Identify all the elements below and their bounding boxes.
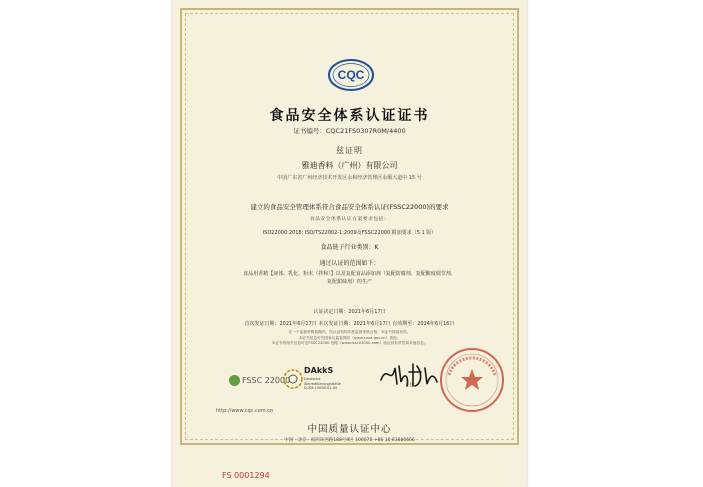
certificate-title: 食品安全体系认证证书 <box>269 108 430 124</box>
fssc-leaf-icon <box>229 375 240 386</box>
issuing-body-contact: 中国 · 北京 · 南四环西路188号9区 100070 +86 10 83886666 <box>284 438 415 443</box>
logo-text: CQC <box>337 68 365 82</box>
food-chain-category: 食品链子行业类别：K <box>320 244 379 251</box>
standards-list: ISO22000:2018; ISO/TS22002-1:2009及FSSC22000 附加要求（5.1 版） <box>262 230 437 236</box>
cqc-logo <box>327 58 375 92</box>
serial-number: FS 0001294 <box>222 471 270 480</box>
dakks-sub-line: Deutsche <box>304 377 321 381</box>
requirements-header: 食品安全体系认证方案要求包括： <box>309 217 390 222</box>
issuing-body-name: 中国质量认证中心 <box>307 424 392 435</box>
dakks-sub-line: D-ZM-19058-01-00 <box>304 386 338 390</box>
dakks-subtitle <box>304 377 364 391</box>
issue-dates: 首次发证日期：2021年6月17日 本次发证日期：2021年6月17日 有效期至：2024年6月16日 <box>244 321 455 327</box>
scope-line: 食品用香精【液体、乳化、粉末（拌和）】以及复配食品添加剂（复配防腐剂、复配酸度调节剂、 <box>243 271 456 277</box>
dakks-name: DAkkS <box>304 366 334 375</box>
scope-text <box>172 271 527 286</box>
dakks-sub-line: Akkreditierungsstelle <box>304 381 342 386</box>
certificate-sheet <box>172 0 527 487</box>
note-line: 本证书的相关信息可在FSSC22000 官网（www.fssc22000.com）验证其有效性和其他信息。 <box>271 341 428 345</box>
website-url: http://www.cqc.com.cn <box>216 408 274 414</box>
certificate-number: 证书编号：CQC21FS0307R0M/4400 <box>293 127 406 135</box>
company-address: 中国广东省广州经济技术开发区永和经济管理区永顺大道中 15 号 <box>277 175 422 181</box>
conformity-statement: 建立的食品安全管理体系符合食品安全体系认证(FSSC22000)的要求 <box>250 203 449 211</box>
certify-heading: 兹证明 <box>336 146 363 155</box>
note-line: 本证书信息可在国家认监委网站（www.cnca.gov.cn）查询。 <box>298 335 401 340</box>
note-line: 在一个监督审核周期内，经认证机构年度监督审核合格，本证书持续有效。 <box>288 330 411 334</box>
official-seal-icon <box>437 345 507 415</box>
dakks-emblem-icon <box>282 368 304 390</box>
signature-label: 主任： <box>405 383 419 388</box>
company-name: 雅迪香料（广州）有限公司 <box>301 161 398 170</box>
decision-date: 认证决定日期：2021年6月17日 <box>313 309 386 315</box>
fssc-text: FSSC 22000 <box>242 376 291 385</box>
scope-header: 通过认证的范围如下： <box>319 260 380 267</box>
scope-line: 复配甜味剂）的生产 <box>326 278 372 285</box>
